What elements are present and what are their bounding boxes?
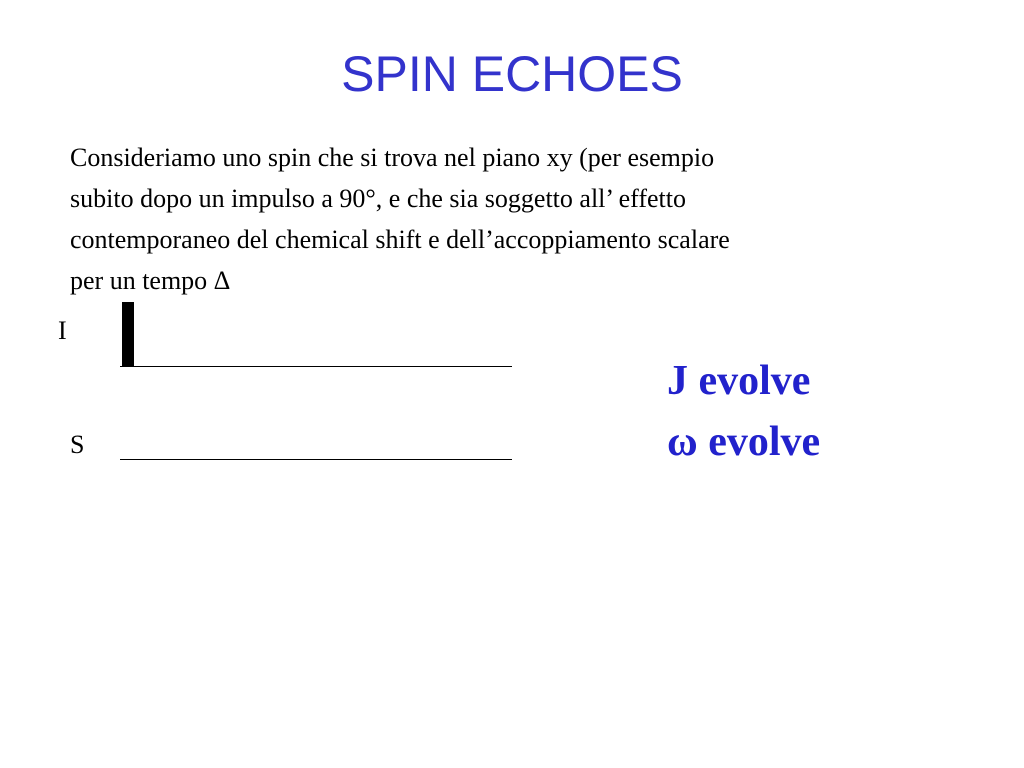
channel-label-i: I	[58, 316, 67, 345]
body-line-3: contemporaneo del chemical shift e dell’accoppiamento scalare	[70, 225, 730, 254]
channel-line-s	[120, 459, 512, 461]
body-line-1: Consideriamo uno spin che si trova nel piano xy (per esempio	[70, 143, 715, 172]
omega-evolve-annotation: ω evolve	[667, 419, 821, 465]
body-line-2: subito dopo un impulso a 90°, e che sia soggetto all’ effetto	[70, 184, 686, 213]
pulse-90-i	[122, 302, 134, 366]
body-paragraph	[70, 137, 970, 301]
j-evolve-annotation: J evolve	[667, 358, 811, 404]
body-line-4: per un tempo Δ	[70, 266, 231, 295]
channel-label-s: S	[70, 430, 85, 459]
channel-line-i	[120, 366, 512, 368]
slide-title: SPIN ECHOES	[341, 46, 683, 102]
